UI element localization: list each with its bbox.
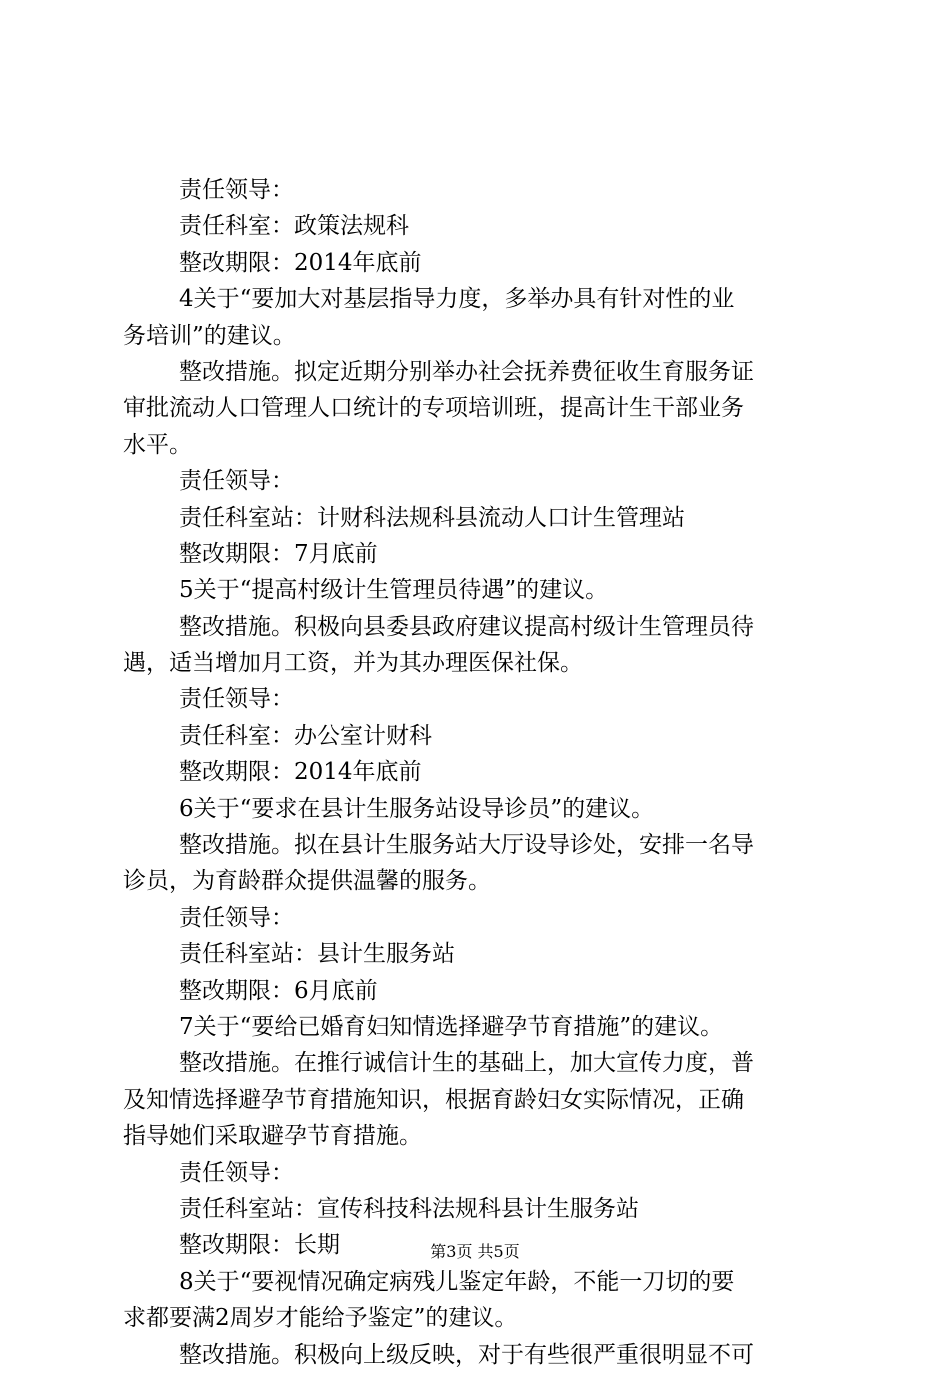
text-line: 责任领导： bbox=[179, 468, 294, 495]
text-line: 责任科室站：县计生服务站 bbox=[179, 941, 455, 968]
text-line: 审批流动人口管理人口统计的专项培训班，提高计生干部业务 bbox=[123, 395, 744, 422]
text-line: 责任科室站：计财科法规科县流动人口计生管理站 bbox=[179, 504, 685, 531]
text-line: 责任领导： bbox=[179, 904, 294, 931]
text-line: 4关于“要加大对基层指导力度，多举办具有针对性的业 bbox=[179, 286, 735, 313]
text-line: 8关于“要视情况确定病残儿鉴定年龄，不能一刀切的要 bbox=[179, 1268, 735, 1295]
text-line: 责任科室站：宣传科技科法规科县计生服务站 bbox=[179, 1195, 639, 1222]
text-line: 及知情选择避孕节育措施知识，根据育龄妇女实际情况，正确 bbox=[123, 1086, 744, 1113]
text-line: 整改措施。积极向县委县政府建议提高村级计生管理员待 bbox=[179, 613, 754, 640]
text-line: 6关于“要求在县计生服务站设导诊员”的建议。 bbox=[179, 795, 655, 822]
text-line: 整改措施。在推行诚信计生的基础上，加大宣传力度，普 bbox=[179, 1050, 754, 1077]
text-line: 遇，适当增加月工资，并为其办理医保社保。 bbox=[123, 650, 583, 677]
text-line: 责任领导： bbox=[179, 177, 294, 203]
text-line: 责任领导： bbox=[179, 686, 294, 713]
text-line: 整改期限：2014年底前 bbox=[179, 759, 422, 786]
text-line: 整改措施。拟定近期分别举办社会抚养费征收生育服务证 bbox=[179, 358, 754, 385]
text-line: 责任领导： bbox=[179, 1159, 294, 1186]
text-line: 责任科室：办公室计财科 bbox=[179, 722, 432, 749]
text-line: 责任科室：政策法规科 bbox=[179, 213, 409, 240]
document-body bbox=[123, 172, 833, 1373]
text-line: 整改期限：长期 bbox=[179, 1232, 340, 1259]
page-footer: 第3页 共5页 bbox=[430, 1242, 520, 1261]
text-line: 整改期限：2014年底前 bbox=[179, 249, 422, 276]
text-line: 7关于“要给已婚育妇知情选择避孕节育措施”的建议。 bbox=[179, 1013, 724, 1040]
text-line: 整改措施。拟在县计生服务站大厅设导诊处，安排一名导 bbox=[179, 832, 754, 859]
text-line: 求都要满2周岁才能给予鉴定”的建议。 bbox=[123, 1305, 518, 1332]
text-line: 整改期限：7月底前 bbox=[179, 540, 378, 567]
text-line: 5关于“提高村级计生管理员待遇”的建议。 bbox=[179, 577, 609, 604]
text-line: 水平。 bbox=[123, 431, 192, 458]
text-line: 指导她们采取避孕节育措施。 bbox=[123, 1123, 422, 1150]
text-line: 诊员，为育龄群众提供温馨的服务。 bbox=[123, 868, 491, 895]
text-line: 整改期限：6月底前 bbox=[179, 977, 378, 1004]
text-line: 务培训”的建议。 bbox=[123, 322, 296, 349]
text-line: 整改措施。积极向上级反映，对于有些很严重很明显不可 bbox=[179, 1341, 754, 1368]
